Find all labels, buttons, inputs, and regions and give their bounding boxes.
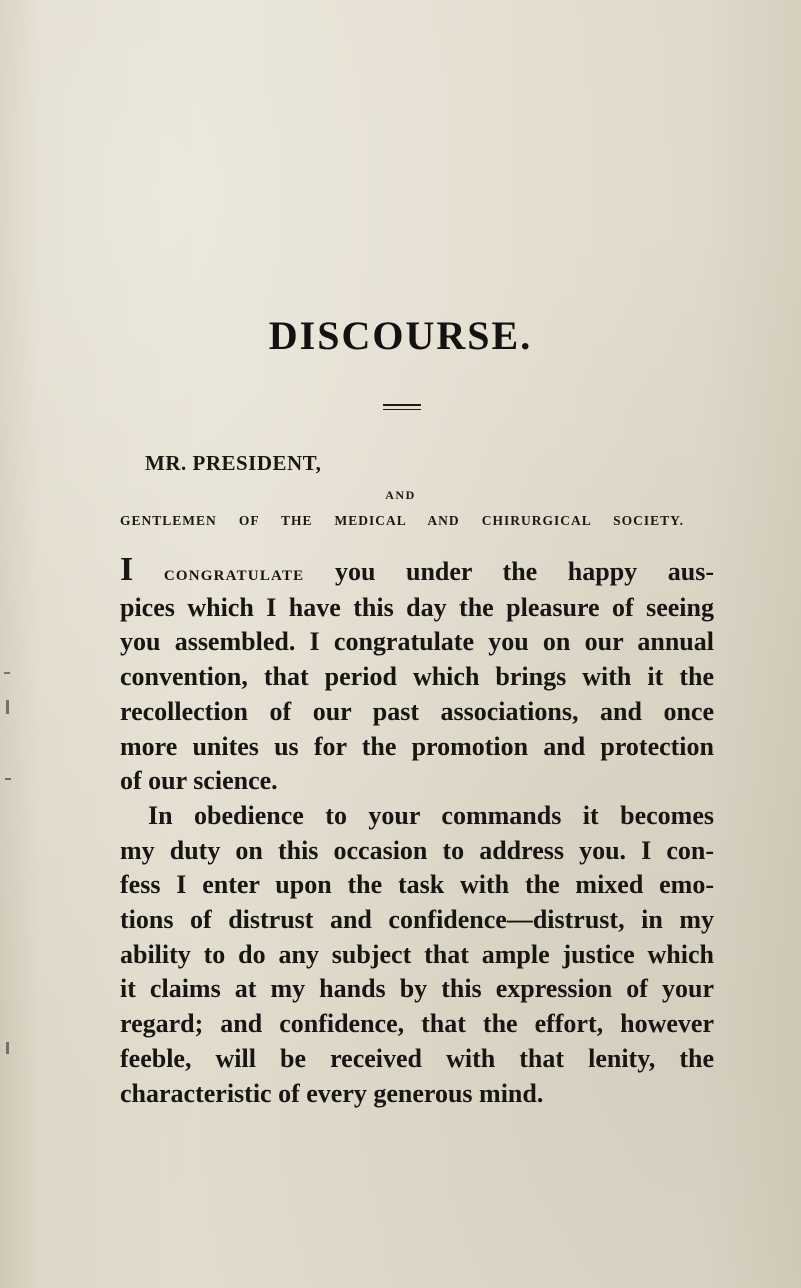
margin-mark: [4, 672, 10, 674]
text-line: characteristic of every generous mind.: [120, 1078, 544, 1108]
text-line: ability to do any subject that ample justice which: [120, 939, 714, 969]
text-line: tions of distrust and confidence—distrust, in my: [120, 905, 714, 935]
text-line: convention, that period which brings with it the: [120, 662, 714, 692]
text-line: [120, 553, 714, 591]
text-line: regard; and confidence, that the effort, however: [120, 1009, 714, 1039]
paragraph-1: [120, 553, 714, 799]
text-line: pices which I have this day the pleasure of seeing: [120, 592, 714, 622]
text-line: it claims at my hands by this expression of your: [120, 974, 714, 1004]
text-line: recollection of our past associations, and once: [120, 696, 714, 726]
text-line: feeble, will be received with that lenity, the: [120, 1043, 714, 1073]
body-text: [120, 553, 714, 1111]
text-line: In obedience to your commands it becomes: [148, 800, 714, 830]
margin-mark: [6, 700, 9, 714]
text-line: fess I enter upon the task with the mixed emo-: [120, 870, 714, 900]
conjunction: AND: [385, 488, 416, 502]
text-line: my duty on this occasion to address you. I con-: [120, 835, 714, 865]
salutation: MR. PRESIDENT,: [145, 451, 322, 475]
margin-mark: [6, 1042, 9, 1054]
page-title: DISCOURSE.: [268, 313, 533, 358]
title-rule-thin: [383, 409, 421, 410]
line-text: you under the happy aus-: [304, 557, 715, 586]
drop-cap: I: [120, 551, 134, 588]
title-rule: [383, 404, 421, 406]
small-caps-word: congratulate: [163, 560, 305, 585]
text-line: of our science.: [120, 766, 278, 796]
margin-mark: [5, 778, 11, 780]
text-line: more unites us for the promotion and protection: [120, 731, 714, 761]
text-line: you assembled. I congratulate you on our annual: [120, 627, 714, 657]
addressees: GENTLEMEN OF THE MEDICAL AND CHIRURGICAL SOCIETY.: [120, 513, 684, 528]
paragraph-2: [120, 799, 714, 1111]
